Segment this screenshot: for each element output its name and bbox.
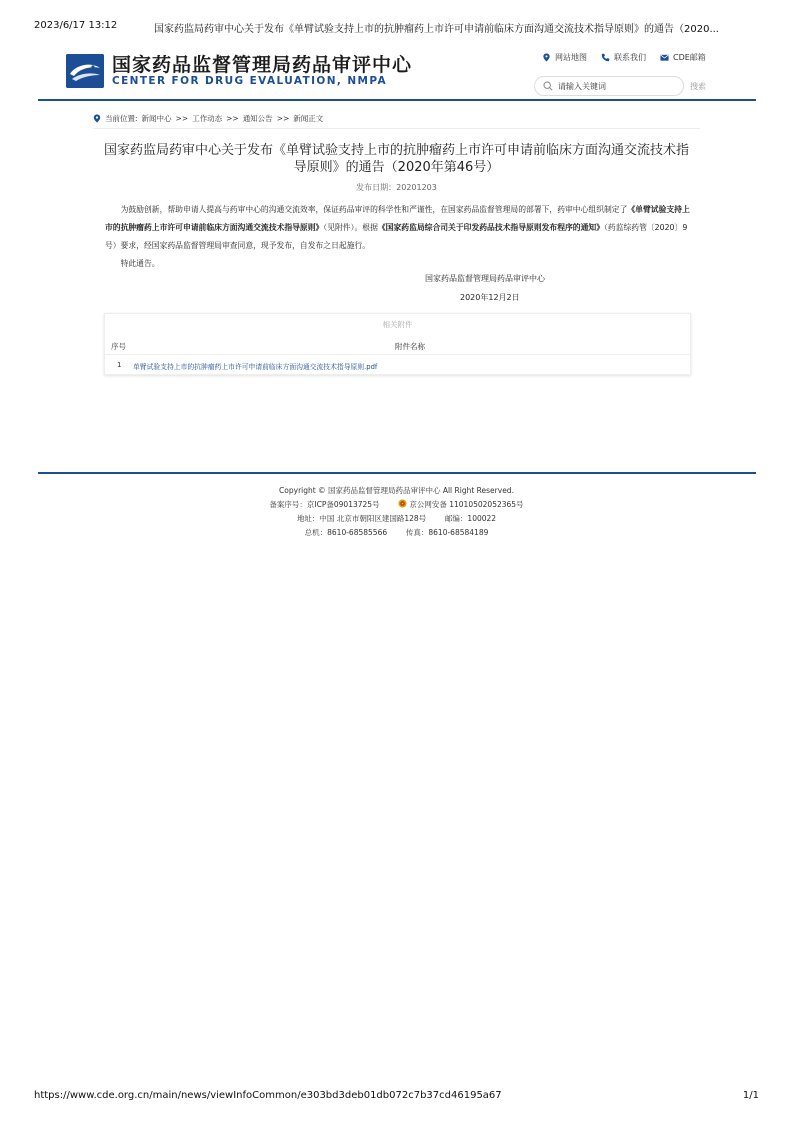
para1-intro: 为鼓励创新，帮助申请人提高与药审中心的沟通交流效率，保证药品审评的科学性和严谨性，在国家药品监督管理局的部署下，药审中心组织制定了 <box>120 205 628 214</box>
search-button[interactable]: 搜索 <box>690 82 706 91</box>
signature-org: 国家药品监督管理局药品审评中心 <box>425 274 545 283</box>
breadcrumb-work-news[interactable]: 工作动态 <box>192 114 223 123</box>
breadcrumb-current: 新闻正文 <box>293 114 324 123</box>
attachments-col-name: 附件名称 <box>395 342 425 351</box>
cde-mail-link[interactable] <box>660 52 706 63</box>
search-icon <box>543 81 553 91</box>
footer-address: 地址：中国 北京市朝阳区建国路128号 <box>296 514 427 523</box>
attachment-pdf-link[interactable]: 单臂试验支持上市的抗肿瘤药上市许可申请前临床方面沟通交流技术指导原则.pdf <box>133 363 378 371</box>
search-box <box>534 76 684 96</box>
footer-address-line <box>200 512 593 526</box>
attachments-col-no: 序号 <box>111 342 126 351</box>
article-closing: 特此通告。 <box>120 259 160 268</box>
sitemap-label: 网站地图 <box>555 53 587 62</box>
article-body <box>105 201 690 273</box>
print-footer <box>34 1090 759 1101</box>
attachments-caption: 相关附件 <box>382 320 413 329</box>
footer-police[interactable]: 京公网安备 11010502052365号 <box>409 500 524 509</box>
para1-mid: （见附件）。根据 <box>323 223 378 232</box>
breadcrumb <box>93 113 700 129</box>
location-pin-icon <box>542 53 551 62</box>
breadcrumb-separator: >> <box>226 114 239 123</box>
footer-fax: 传真：8610-68584189 <box>405 528 489 537</box>
logo-english-name[interactable]: CENTER FOR DRUG EVALUATION, NMPA <box>112 75 388 87</box>
attachment-row-no: 1 <box>117 361 122 369</box>
footer-registration <box>200 498 593 512</box>
publish-date: 发布日期：20201203 <box>356 183 437 192</box>
signature-date: 2020年12月2日 <box>460 293 520 302</box>
cde-mail-label: CDE邮箱 <box>673 53 706 62</box>
contact-label: 联系我们 <box>614 53 646 62</box>
guideline-name: 《单臂试验支持上市的抗肿瘤药上市许可申请前临床方面沟通交流技术指导原则》 <box>105 205 690 232</box>
breadcrumb-notices[interactable]: 通知公告 <box>242 114 273 123</box>
breadcrumb-prefix: 当前位置: <box>105 114 138 123</box>
footer-copyright: Copyright © 国家药品监督管理局药品审评中心 All Right Reserved. <box>279 486 514 495</box>
attachments-panel <box>104 313 691 375</box>
breadcrumb-news-center[interactable]: 新闻中心 <box>141 114 172 123</box>
header-divider <box>38 99 756 101</box>
article-title: 国家药监局药审中心关于发布《单臂试验支持上市的抗肿瘤药上市许可申请前临床方面沟通交流技术指导原则》的通告（2020年第46号） <box>103 143 689 175</box>
footer-phone-line <box>200 526 593 540</box>
logo-chinese-name[interactable]: 国家药品监督管理局药品审评中心 <box>112 54 413 76</box>
footer-icp[interactable]: 备案序号：京ICP备09013725号 <box>269 500 380 509</box>
print-page-counter: 1/1 <box>742 1090 759 1101</box>
breadcrumb-separator: >> <box>276 114 290 123</box>
mail-icon <box>660 53 669 62</box>
sitemap-link[interactable] <box>542 52 587 63</box>
footer-divider <box>38 472 756 474</box>
footer-postcode: 邮编：100022 <box>444 514 497 523</box>
location-pin-icon <box>93 114 101 123</box>
police-badge-icon <box>398 499 407 508</box>
attachments-divider <box>105 354 690 355</box>
breadcrumb-separator: >> <box>175 114 189 123</box>
site-header <box>66 46 756 100</box>
print-datetime: 2023/6/17 13:12 <box>34 20 118 31</box>
site-footer <box>200 484 593 540</box>
contact-link[interactable] <box>601 52 646 63</box>
notice-name: 《国家药监局综合司关于印发药品技术指导原则发布程序的通知》 <box>377 223 604 232</box>
article-paragraph <box>105 201 690 255</box>
search-input[interactable] <box>558 82 668 91</box>
phone-icon <box>601 53 610 62</box>
footer-phone: 总机：8610-68585566 <box>304 528 388 537</box>
print-header <box>34 20 759 35</box>
para1-end: （药监综药管〔2020〕9号）要求，经国家药品监督管理局审查同意，现予发布，自发布之日起施行。 <box>105 223 688 250</box>
top-links <box>542 52 706 63</box>
print-url: https://www.cde.org.cn/main/news/viewInfoCommon/e303bd3deb01db072c7b37cd46195a67 <box>34 1090 502 1101</box>
logo-emblem-icon[interactable] <box>66 54 104 88</box>
print-tab-title: 国家药监局药审中心关于发布《单臂试验支持上市的抗肿瘤药上市许可申请前临床方面沟通交流技术指导原则》的通告（2020... <box>154 24 719 35</box>
